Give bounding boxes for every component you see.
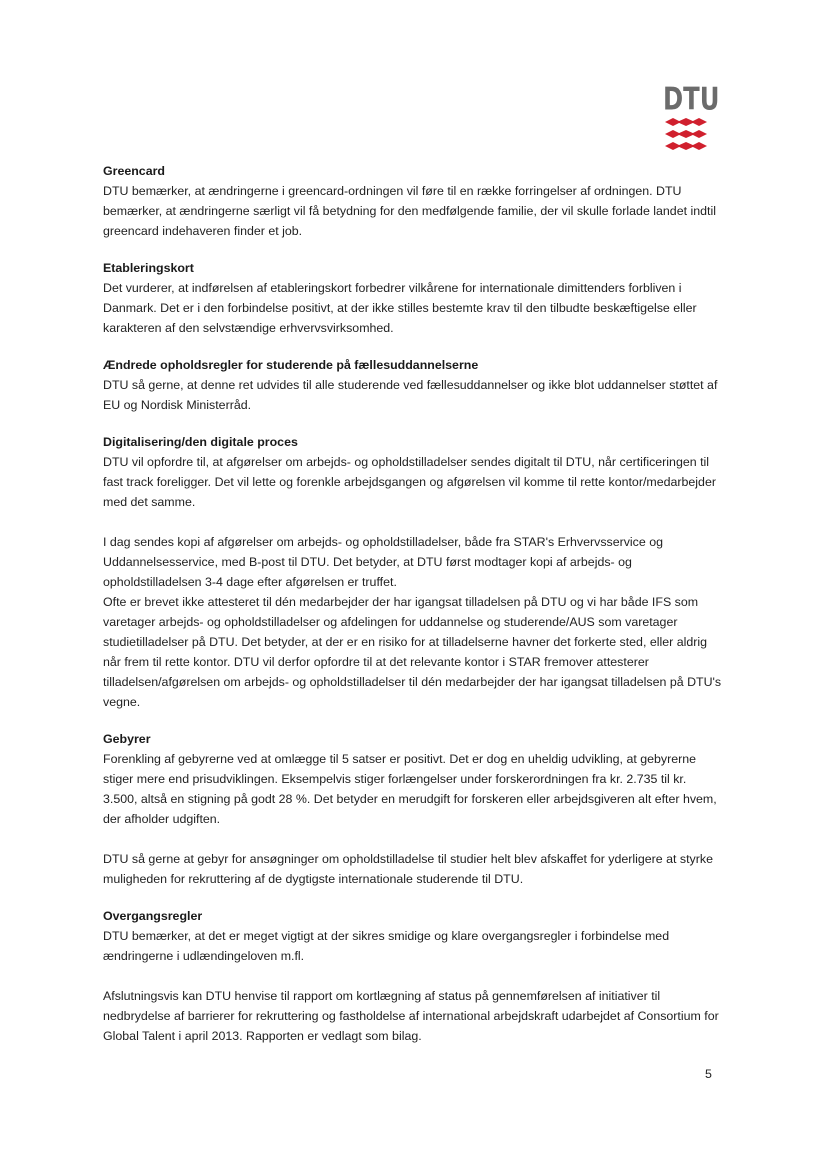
section-overgangsregler — [103, 906, 723, 1046]
section-digitalisering — [103, 432, 723, 712]
section-paragraph: DTU vil opfordre til, at afgørelser om arbejds- og opholdstilladelser sendes digitalt til DTU, når certificeringen til fast track foreligger. Det vil lette og forenkle arbejdsgangen og afgørelsen vil komme til rette kontor/medarbejder med det samme. — [103, 455, 716, 509]
section-gebyrer — [103, 729, 723, 889]
dtu-logo-text: DTU — [663, 81, 720, 118]
section-paragraph: Afslutningsvis kan DTU henvise til rapport om kortlægning af status på gennemførelsen af initiativer til nedbrydelse af barrierer for rekruttering og fastholdelse af international arbejdskraft udarbejdet af Consortium for Global Talent i april 2013. Rapporten er vedlagt som bilag. — [103, 989, 719, 1043]
section-paragraph: Det vurderer, at indførelsen af etableringskort forbedrer vilkårene for internationale dimittenders forbliven i Danmark. Det er i den forbindelse positivt, at der ikke stilles bestemte krav til den tilbudte beskæftigelse eller karakteren af den selvstændige erhvervsvirksomhed. — [103, 281, 697, 335]
section-paragraph: Forenkling af gebyrerne ved at omlægge til 5 satser er positivt. Det er dog en uheldig udvikling, at gebyrerne stiger mere end prisudviklingen. Eksempelvis stiger forlængelser under forskerordningen fra kr. 2.735 til kr. 3.500, altså en stigning på godt 28 %. Det betyder en merudgift for forskeren eller arbejdsgiveren alt efter hvem, der afholder udgiften. — [103, 752, 717, 826]
page-number: 5 — [705, 1067, 712, 1081]
section-paragraph: DTU bemærker, at det er meget vigtigt at der sikres smidige og klare overgangsregler i forbindelse med ændringerne i udlændingeloven m.fl. — [103, 929, 670, 963]
section-heading: Etableringskort — [103, 261, 194, 275]
section-heading: Gebyrer — [103, 732, 151, 746]
section-greencard — [103, 161, 723, 241]
section-heading: Digitalisering/den digitale proces — [103, 435, 298, 449]
dtu-logo — [663, 81, 720, 150]
section-paragraph: DTU så gerne, at denne ret udvides til alle studerende ved fællesuddannelser og ikke blot uddannelser støttet af EU og Nordisk Ministerråd. — [103, 378, 718, 412]
section-heading: Ændrede opholdsregler for studerende på fællesuddannelserne — [103, 358, 479, 372]
section-heading: Greencard — [103, 164, 165, 178]
document-body — [103, 161, 723, 1063]
section-paragraph: DTU bemærker, at ændringerne i greencard-ordningen vil føre til en række forringelser af ordningen. DTU bemærker, at ændringerne særligt vil få betydning for den medfølgende familie, der vil skulle forlade landet indtil greencard indehaveren finder et job. — [103, 184, 716, 238]
dtu-logo-mark-icon — [663, 117, 709, 151]
section-opholdsregler — [103, 355, 723, 415]
section-paragraph: DTU så gerne at gebyr for ansøgninger om opholdstilladelse til studier helt blev afskaffet for yderligere at styrke muligheden for rekruttering af de dygtigste internationale studerende til DTU. — [103, 852, 713, 886]
section-etableringskort — [103, 258, 723, 338]
section-heading: Overgangsregler — [103, 909, 203, 923]
section-paragraph: I dag sendes kopi af afgørelser om arbejds- og opholdstilladelser, både fra STAR's Erhvervsservice og Uddannelsesservice, med B-post til DTU. Det betyder, at DTU først modtager kopi af arbejds- og opholdstilladelsen 3-4 dage efter afgørelsen er truffet. Ofte er brevet ikke attesteret til dén medarbejder der har igangsat tilladelsen på DTU og vi har både IFS som varetager arbejds- og opholdstilladelser og afdelingen for uddannelse og studerende/AUS som varetager studietilladelser på DTU. Det betyder, at der er en risiko for at tilladelserne havner det forkerte sted, eller aldrig når frem til rette kontor. DTU vil derfor opfordre til at det relevante kontor i STAR fremover attesterer tilladelsen/afgørelsen om arbejds- og opholdstilladelser til dén medarbejder der har igangsat tilladelsen på DTU's vegne. — [103, 535, 722, 709]
